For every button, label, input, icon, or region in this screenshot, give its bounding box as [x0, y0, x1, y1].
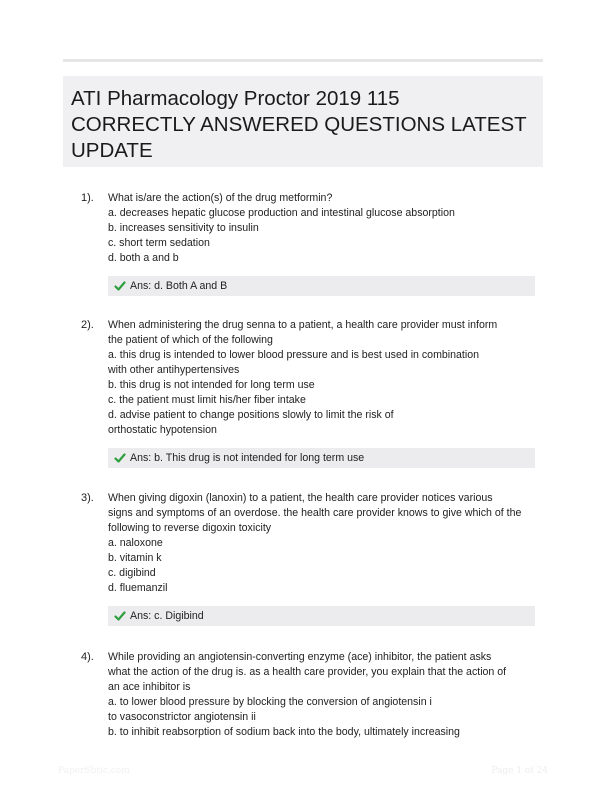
- question-line: When giving digoxin (lanoxin) to a patient, the health care provider notices various: [108, 492, 493, 504]
- question-1: [63, 191, 543, 296]
- document-title: [71, 86, 535, 164]
- question-number: 1).: [81, 192, 94, 204]
- answer-text: Ans: d. Both A and B: [130, 280, 228, 292]
- question-4: [63, 650, 543, 740]
- title-line: CORRECTLY ANSWERED QUESTIONS LATEST: [71, 113, 527, 136]
- option-line: to vasoconstrictor angiotensin ii: [108, 711, 256, 723]
- question-line: signs and symptoms of an overdose. the health care provider knows to give which of the: [108, 507, 522, 519]
- check-icon: [114, 280, 126, 292]
- option-line: b. increases sensitivity to insulin: [108, 222, 259, 234]
- question-line: following to reverse digoxin toxicity: [108, 522, 272, 534]
- option-line: d. both a and b: [108, 252, 179, 264]
- question-2: [63, 318, 543, 468]
- option-line: c. short term sedation: [108, 237, 210, 249]
- option-line: c. the patient must limit his/her fiber intake: [108, 394, 306, 406]
- title-line: ATI Pharmacology Proctor 2019 115: [71, 87, 400, 110]
- option-line: a. this drug is intended to lower blood pressure and is best used in combination: [108, 349, 480, 361]
- question-number: 4).: [81, 651, 94, 663]
- answer-box: [108, 448, 535, 468]
- answer-text: Ans: b. This drug is not intended for long term use: [130, 452, 365, 464]
- option-line: a. decreases hepatic glucose production and intestinal glucose absorption: [108, 207, 455, 219]
- option-line: d. fluemanzil: [108, 582, 168, 594]
- question-number: 2).: [81, 319, 94, 331]
- footer-watermark: PaperSbtic.com: [58, 766, 130, 776]
- option-line: b. vitamin k: [108, 552, 162, 564]
- question-number: 3).: [81, 492, 94, 504]
- option-line: b. to inhibit reabsorption of sodium back into the body, ultimately increasing: [108, 726, 460, 738]
- question-text: [108, 650, 543, 740]
- option-line: d. advise patient to change positions slowly to limit the risk of: [108, 409, 394, 421]
- question-line: When administering the drug senna to a patient, a health care provider must inform: [108, 319, 498, 331]
- question-text: [108, 191, 543, 266]
- question-line: While providing an angiotensin-converting enzyme (ace) inhibitor, the patient asks: [108, 651, 492, 663]
- check-icon: [114, 452, 126, 464]
- answer-box: [108, 606, 535, 626]
- question-line: what the action of the drug is. as a health care provider, you explain that the action of: [108, 666, 507, 678]
- option-line: c. digibind: [108, 567, 156, 579]
- question-3: [63, 491, 543, 626]
- check-icon: [114, 610, 126, 622]
- option-line: a. to lower blood pressure by blocking the conversion of angiotensin i: [108, 696, 432, 708]
- question-line: an ace inhibitor is: [108, 681, 191, 693]
- option-line: b. this drug is not intended for long term use: [108, 379, 315, 391]
- answer-box: [108, 276, 535, 296]
- option-line: a. naloxone: [108, 537, 163, 549]
- page-number: Page 1 of 24: [491, 766, 548, 776]
- title-banner: [63, 76, 543, 167]
- question-text: [108, 491, 543, 596]
- title-line: UPDATE: [71, 139, 153, 162]
- option-line: orthostatic hypotension: [108, 424, 217, 436]
- top-divider: [63, 59, 543, 62]
- question-line: the patient of which of the following: [108, 334, 273, 346]
- answer-text: Ans: c. Digibind: [130, 610, 204, 622]
- question-line: What is/are the action(s) of the drug metformin?: [108, 192, 333, 204]
- option-line: with other antihypertensives: [108, 364, 240, 376]
- question-text: [108, 318, 543, 438]
